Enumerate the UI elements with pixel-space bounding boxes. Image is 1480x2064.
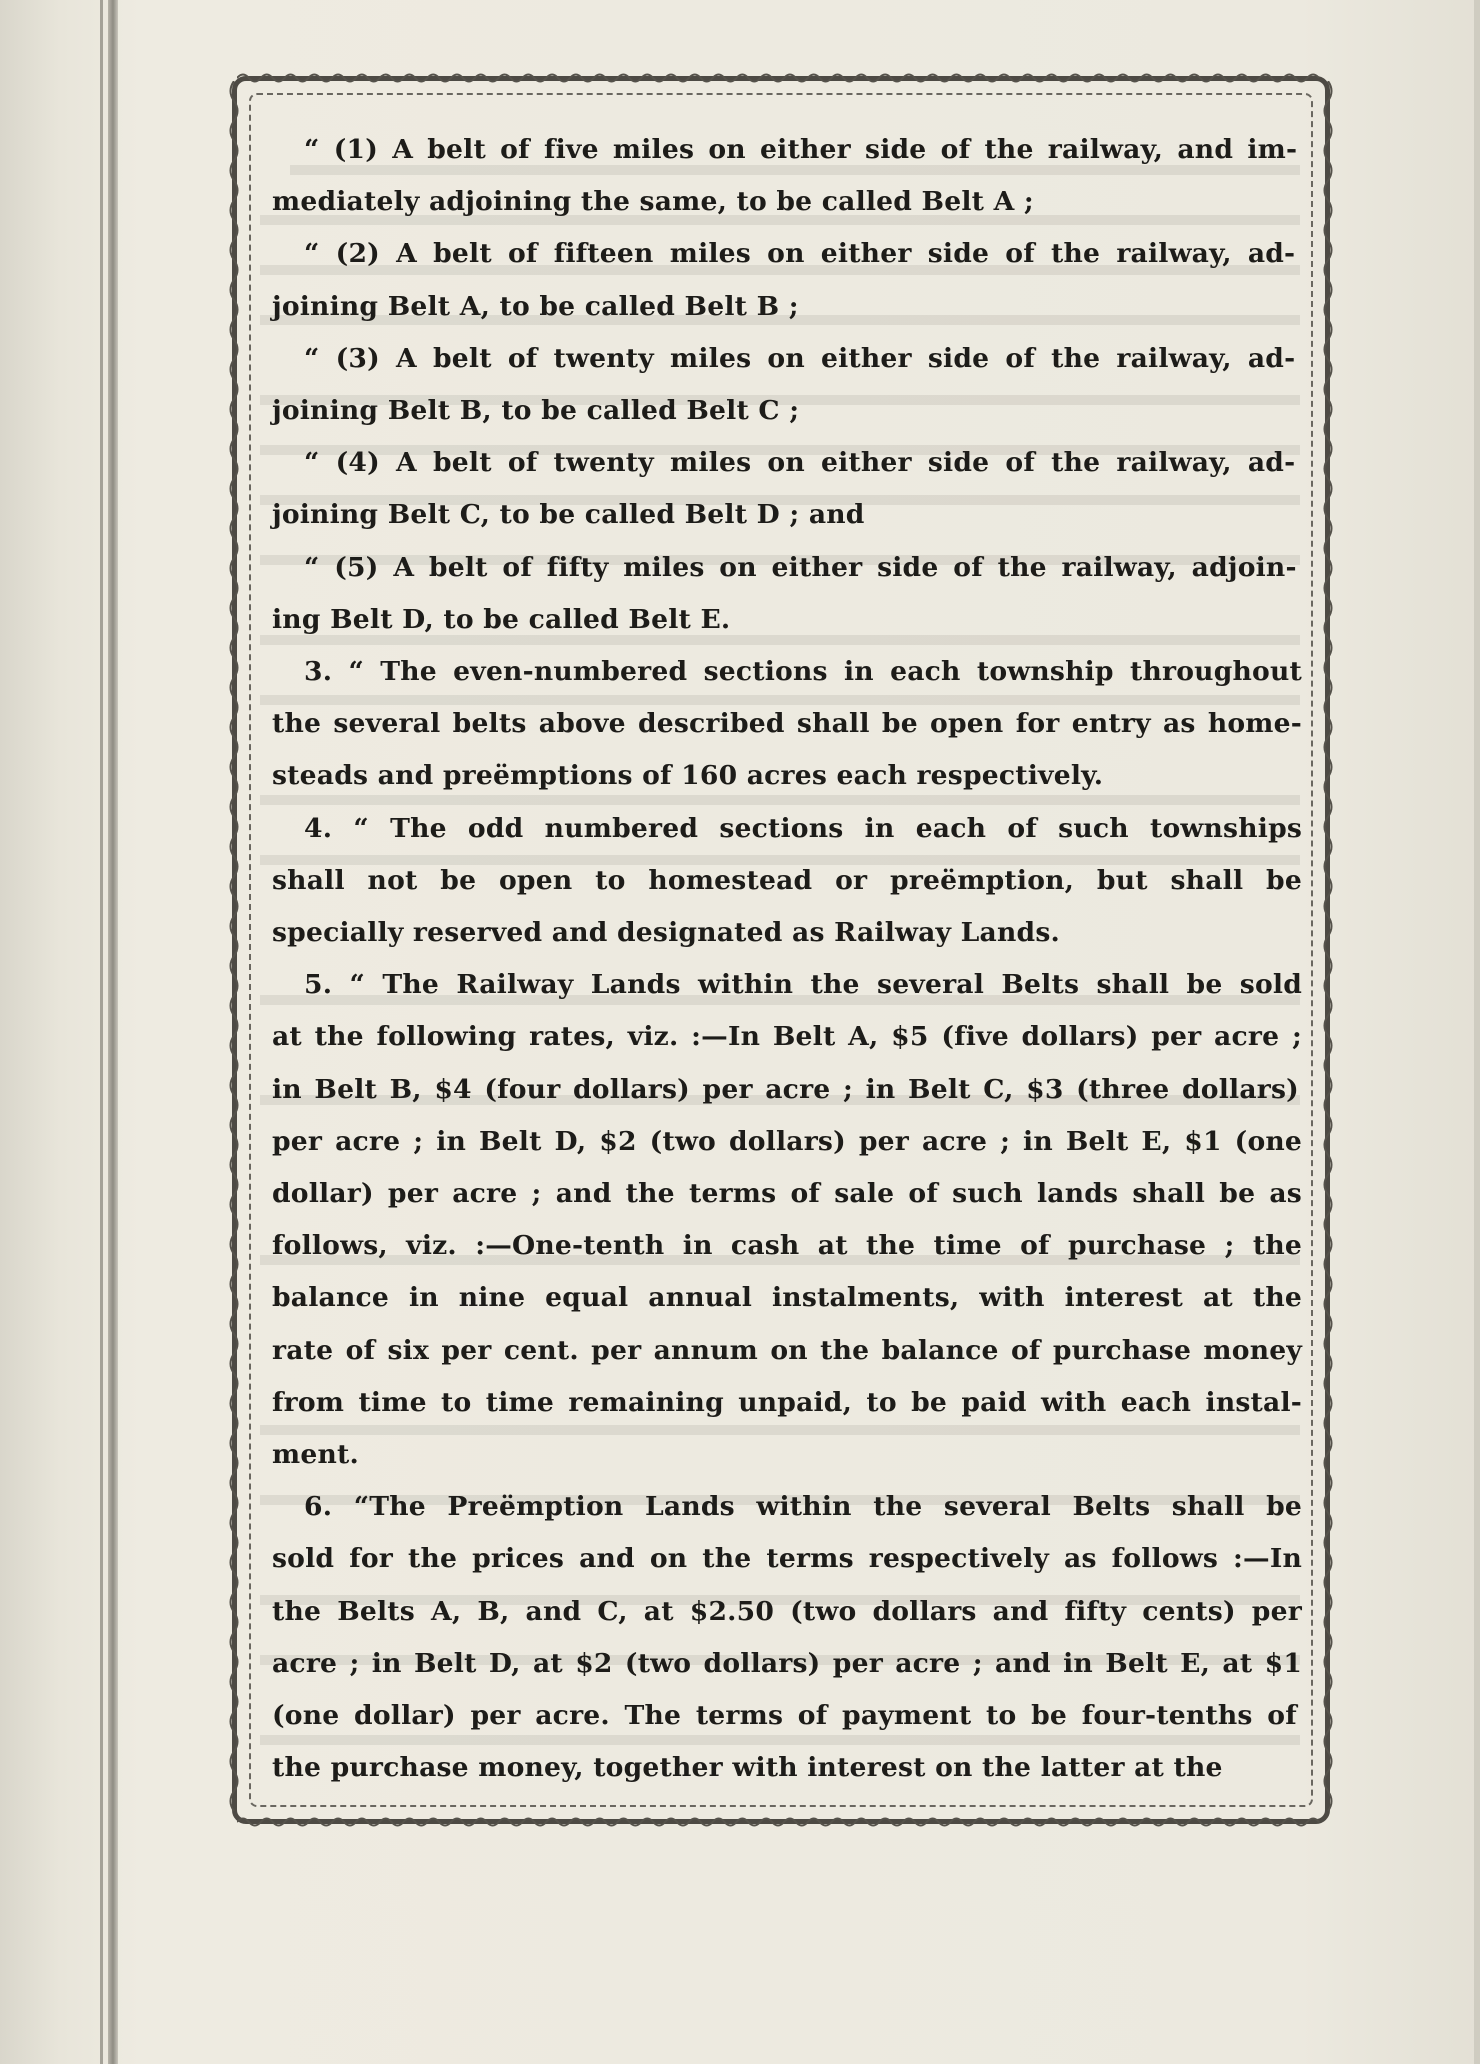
text-line: 3. “ The even-numbered sections in each township throughout [304, 656, 1303, 688]
text-line: “ (5) A belt of fifty miles on either side of the railway, adjoin- [304, 551, 1297, 583]
text-line: ing Belt D, to be called Belt E. [272, 603, 731, 635]
text-line: the purchase money, together with interest on the latter at the [272, 1752, 1223, 1784]
text-line: ment. [272, 1439, 359, 1471]
text-line: steads and preëmptions of 160 acres each respectively. [272, 760, 1104, 792]
text-line: from time to time remaining unpaid, to be paid with each instal- [272, 1386, 1302, 1418]
border-wave-left [227, 81, 241, 1819]
text-line: 5. “ The Railway Lands within the several Belts shall be sold [304, 969, 1303, 1001]
text-line: joining Belt C, to be called Belt D ; and [272, 499, 865, 531]
text-line: per acre ; in Belt D, $2 (two dollars) per acre ; in Belt E, $1 (one [272, 1125, 1303, 1157]
book-spine [108, 0, 118, 2064]
text-line: dollar) per acre ; and the terms of sale of such lands shall be as [272, 1178, 1302, 1210]
text-line: sold for the prices and on the terms respectively as follows :—In [272, 1543, 1302, 1575]
text-line: joining Belt B, to be called Belt C ; [272, 395, 800, 427]
text-line: rate of six per cent. per annum on the balance of purchase money [272, 1334, 1303, 1366]
text-line: (one dollar) per acre. The terms of payment to be four-tenths of [272, 1700, 1297, 1732]
border-wave-right [1321, 81, 1335, 1819]
text-line: “ (1) A belt of five miles on either side of the railway, and im- [304, 134, 1298, 165]
text-line: 6. “The Preëmption Lands within the several Belts shall be [304, 1491, 1303, 1523]
text-line: mediately adjoining the same, to be called Belt A ; [272, 186, 1034, 218]
text-line: “ (4) A belt of twenty miles on either side of the railway, ad- [304, 447, 1296, 479]
border-wave-top [237, 71, 1325, 85]
text-line: follows, viz. :—One-tenth in cash at the time of purchase ; the [272, 1230, 1302, 1262]
binding-shadow [100, 0, 103, 2064]
text-line: balance in nine equal annual instalments, with interest at the [272, 1282, 1302, 1314]
text-line: shall not be open to homestead or preëmption, but shall be [272, 864, 1302, 896]
text-line: the several belts above described shall be open for entry as home- [272, 708, 1303, 740]
text-line: in Belt B, $4 (four dollars) per acre ; in Belt C, $3 (three dollars) [272, 1073, 1299, 1105]
page-edge [1474, 0, 1480, 2064]
text-line: at the following rates, viz. :—In Belt A, $5 (five dollars) per acre ; [272, 1021, 1302, 1053]
document-body [272, 124, 1302, 1795]
text-line: “ (2) A belt of fifteen miles on either side of the railway, ad- [304, 238, 1296, 270]
text-line: acre ; in Belt D, at $2 (two dollars) per acre ; and in Belt E, at $1 [272, 1647, 1303, 1679]
text-line: specially reserved and designated as Railway Lands. [272, 917, 1060, 949]
border-wave-bottom [237, 1815, 1325, 1829]
text-line: “ (3) A belt of twenty miles on either side of the railway, ad- [304, 342, 1296, 374]
text-line: the Belts A, B, and C, at $2.50 (two dollars and fifty cents) per [272, 1595, 1302, 1627]
text-line: 4. “ The odd numbered sections in each of such townships [304, 812, 1303, 844]
text-line: joining Belt A, to be called Belt B ; [272, 290, 799, 322]
